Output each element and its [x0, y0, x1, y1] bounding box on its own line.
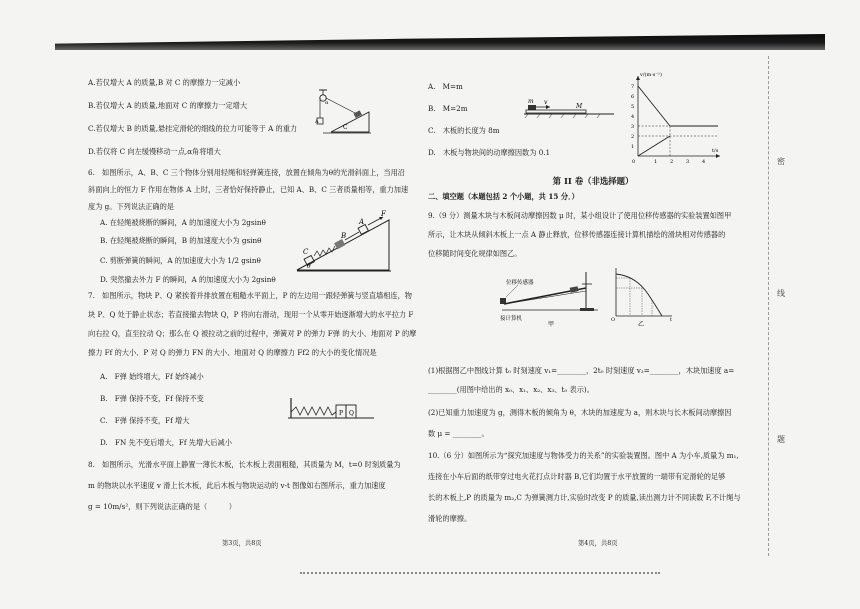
q8-stem-line-1: 8. 如图所示，光滑水平面上静置一薄长木板，长木板上表面粗糙，其质量为 M，t=0 时刻质量为 [88, 460, 401, 469]
q9-stem-line-3: 位移随时间变化规律如图乙。 [428, 249, 522, 258]
fig6-force-label: F [381, 210, 386, 218]
vt-ytick-1: 1 [631, 144, 635, 150]
section-2-title: 第 II 卷（非选择题） [552, 176, 634, 186]
vt-ytick-4: 4 [631, 114, 635, 120]
margin-char-xian: 线 [777, 289, 785, 298]
q6-incline-figure [293, 210, 393, 276]
q8-stem-line-2: m 的物块以水平速度 v 滑上长木板，此后木板与物块运动的 v-t 图像如右图所示，重力加速度 [88, 481, 386, 490]
q9-xt-graph-yi [606, 266, 676, 328]
q6-option-d: D. 突然撤去外力 F 的瞬间，A 的加速度大小为 2gsinθ [100, 275, 276, 284]
margin-char-ti: 题 [777, 435, 785, 444]
theta-label: θ [307, 263, 311, 270]
fig-yi-label: 乙 [638, 321, 645, 328]
q6-stem-line-2: 斜面向上的恒力 F 作用在物体 A 上时，三者恰好保持静止，已知 A、B、C 三者质量相等，重力加速 [88, 185, 409, 194]
fig6-c-label: C [303, 248, 309, 256]
q5-option-a: A.若仅增大 A 的质量,B 对 C 的摩擦力一定减小 [88, 78, 241, 87]
vt-ytick-5: 5 [631, 104, 635, 110]
q8-option-b: B. M=2m [428, 104, 468, 113]
q8-vt-graph [624, 72, 724, 164]
q8-stem-line-3: g = 10m/s²，则下列说法正确的是（ ） [88, 502, 236, 511]
fig8-m-label: m [528, 98, 534, 105]
q6-option-b: B. 在轻绳被烧断的瞬间，B 的加速度大小为 gsinθ [100, 236, 262, 245]
vt-line-board [638, 136, 670, 156]
q8-option-c: C. 木板的长度为 8m [428, 126, 500, 135]
alpha-label: α [325, 100, 329, 106]
q5-option-b: B.若仅增大 A 的质量,地面对 C 的摩擦力一定增大 [88, 101, 248, 110]
q9-part1-line-1: (1)根据图乙中图线计算 t₀ 时刻速度 v₁=________，2t₀ 时刻速度 v₂=________，木块加速度 a= [428, 366, 735, 375]
q10-stem-line-1: 10.（6 分）如图所示为“探究加速度与物体受力的关系”的实验装置图。图中 A 为小车,质量为 m₁, [428, 451, 739, 460]
vt-ytick-7: 7 [631, 84, 635, 90]
q8-option-d: D. 木板与物块间的动摩擦因数为 0.1 [428, 148, 551, 157]
fig-jia-label: 甲 [548, 321, 555, 328]
vt-ytick-6: 6 [631, 94, 635, 100]
sensor-label: 位移传感器 [506, 280, 534, 286]
q6-stem-line-3: 度为 g。下列说法正确的是 [88, 202, 174, 211]
fig8-v-label: v [544, 99, 548, 106]
fig6-b-label: B [341, 232, 347, 240]
scan-shadow-bottom [300, 572, 660, 576]
fig6-a-label: A [359, 218, 365, 226]
vt-origin: 0 [632, 159, 636, 165]
computer-label: 接计算机 [500, 316, 523, 322]
q7-option-d: D. FN 先不变后增大，Ff 先增大后减小 [100, 438, 232, 447]
vt-ytick-2: 2 [631, 134, 635, 140]
q8-board-figure [524, 98, 616, 120]
q7-stem-line-4: 擦力 Ff 的大小、P 对 Q 的弹力 FN 的大小、地面对 Q 的摩擦力 Ff2 的大小的变化情况是 [88, 348, 377, 357]
vt-xtick-2: 2 [670, 159, 674, 165]
vt-line-block [638, 86, 670, 126]
q6-stem-line-1: 6. 如图所示，A、B、C 三个物体分别用轻绳和轻弹簧连接，放置在倾角为θ的光滑斜面上，当用沿 [88, 168, 405, 177]
q5-option-c: C.若仅增大 B 的质量,悬挂定滑轮的细线的拉力可能等于 A 的重力 [88, 124, 298, 133]
xt-t-axis-label: t [670, 317, 673, 323]
fig7-q-label: Q [349, 410, 354, 417]
exam-page-3 [88, 58, 417, 548]
q7-stem-line-3: 向右拉 Q，直至拉动 Q；那么在 Q 被拉动之前的过程中，弹簧对 P 的弹力 F弹 的大小、地面对 P 的摩 [88, 329, 417, 338]
page-3-footer: 第3页，共8页 [222, 540, 262, 547]
section-2-subtitle: 二、填空题（本题包括 2 个小题，共 15 分．） [428, 192, 579, 201]
q9-apparatus-figure-jia [498, 270, 602, 328]
vt-x-ticks [654, 159, 705, 165]
q7-option-a: A. F弹 始终增大，Ff 始终减小 [100, 372, 204, 381]
q9-part2-line-1: (2)已知重力加速度为 g，测得木板的倾角为 θ，木块的加速度为 a，则木块与长木板间动摩擦因 [428, 408, 732, 417]
q7-stem-line-2: 块 P、Q 处于静止状态；若直接撤去物块 Q，P 将向右滑动，现用一个从零开始逐渐增大的水平拉力 F [88, 310, 414, 319]
fig7-p-label: P [339, 410, 344, 417]
q10-stem-line-2: 连接在小车后面的纸带穿过电火花打点计时器 B,它们均置于水平放置的一端带有定滑轮的足够 [428, 472, 726, 481]
binding-margin [768, 56, 809, 556]
q7-spring-blocks-figure [288, 396, 374, 422]
fig5-a-label: A [315, 119, 319, 125]
vt-ytick-3: 3 [631, 124, 635, 130]
q8-option-a: A. M=m [428, 82, 463, 91]
q9-part2-line-2: 数 μ = ________。 [428, 429, 489, 438]
vt-xtick-1: 1 [654, 159, 658, 165]
q9-part1-line-2: ________(用图中给出的 x₀、x₁、x₂、x₃、t₀ 表示)。 [428, 385, 594, 394]
scan-shadow-top [55, 34, 825, 50]
q7-stem-line-1: 7. 如图所示，物块 P、Q 紧挨着并排放置在粗糙水平面上，P 的左边用一跟轻弹簧与竖直墙相连，物 [88, 291, 412, 300]
q10-stem-line-3: 长的木板上,P 的质量为 m₂,C 为弹簧测力计,实验时改变 P 的质量,读出测力计不同读数 F,不计绳与 [428, 493, 741, 502]
margin-char-mi: 密 [777, 157, 785, 166]
vt-xlabel: t/s [712, 148, 719, 154]
q7-option-b: B. F弹 保持不变，Ff 保持不变 [100, 394, 204, 403]
vt-xtick-4: 4 [702, 159, 706, 165]
vt-y-ticks [631, 84, 634, 150]
vt-xtick-3: 3 [686, 159, 690, 165]
vt-ylabel: v/(m·s⁻¹) [640, 72, 662, 78]
q9-stem-line-2: 所示，让木块从倾斜木板上一点 A 静止释放，位移传感器连接计算机描绘的滑块相对传感器的 [428, 230, 726, 239]
fig8-M-label: M [576, 103, 583, 110]
q7-option-c: C. F弹 保持不变，Ff 增大 [100, 416, 190, 425]
q10-stem-line-4: 滑轮的摩擦。 [428, 514, 472, 523]
q5-pulley-wedge-figure [313, 88, 373, 134]
page-4-footer: 第4页，共8页 [578, 540, 618, 547]
q9-stem-line-1: 9.（9 分）测量木块与木板间动摩擦因数 μ 时，某小组设计了使用位移传感器的实验装置如图甲 [428, 211, 732, 220]
exam-page-4 [428, 58, 758, 548]
q6-option-a: A. 在轻绳被烧断的瞬间，A 的加速度大小为 2gsinθ [100, 218, 266, 227]
q6-option-c: C. 剪断弹簧的瞬间，A 的加速度大小为 1/2 gsinθ [100, 256, 261, 265]
q5-option-d: D.若仅将 C 向左缓慢移动一点,α角将增大 [88, 147, 221, 156]
xt-origin-label: O [611, 317, 616, 323]
fig5-c-label: C [343, 124, 348, 131]
